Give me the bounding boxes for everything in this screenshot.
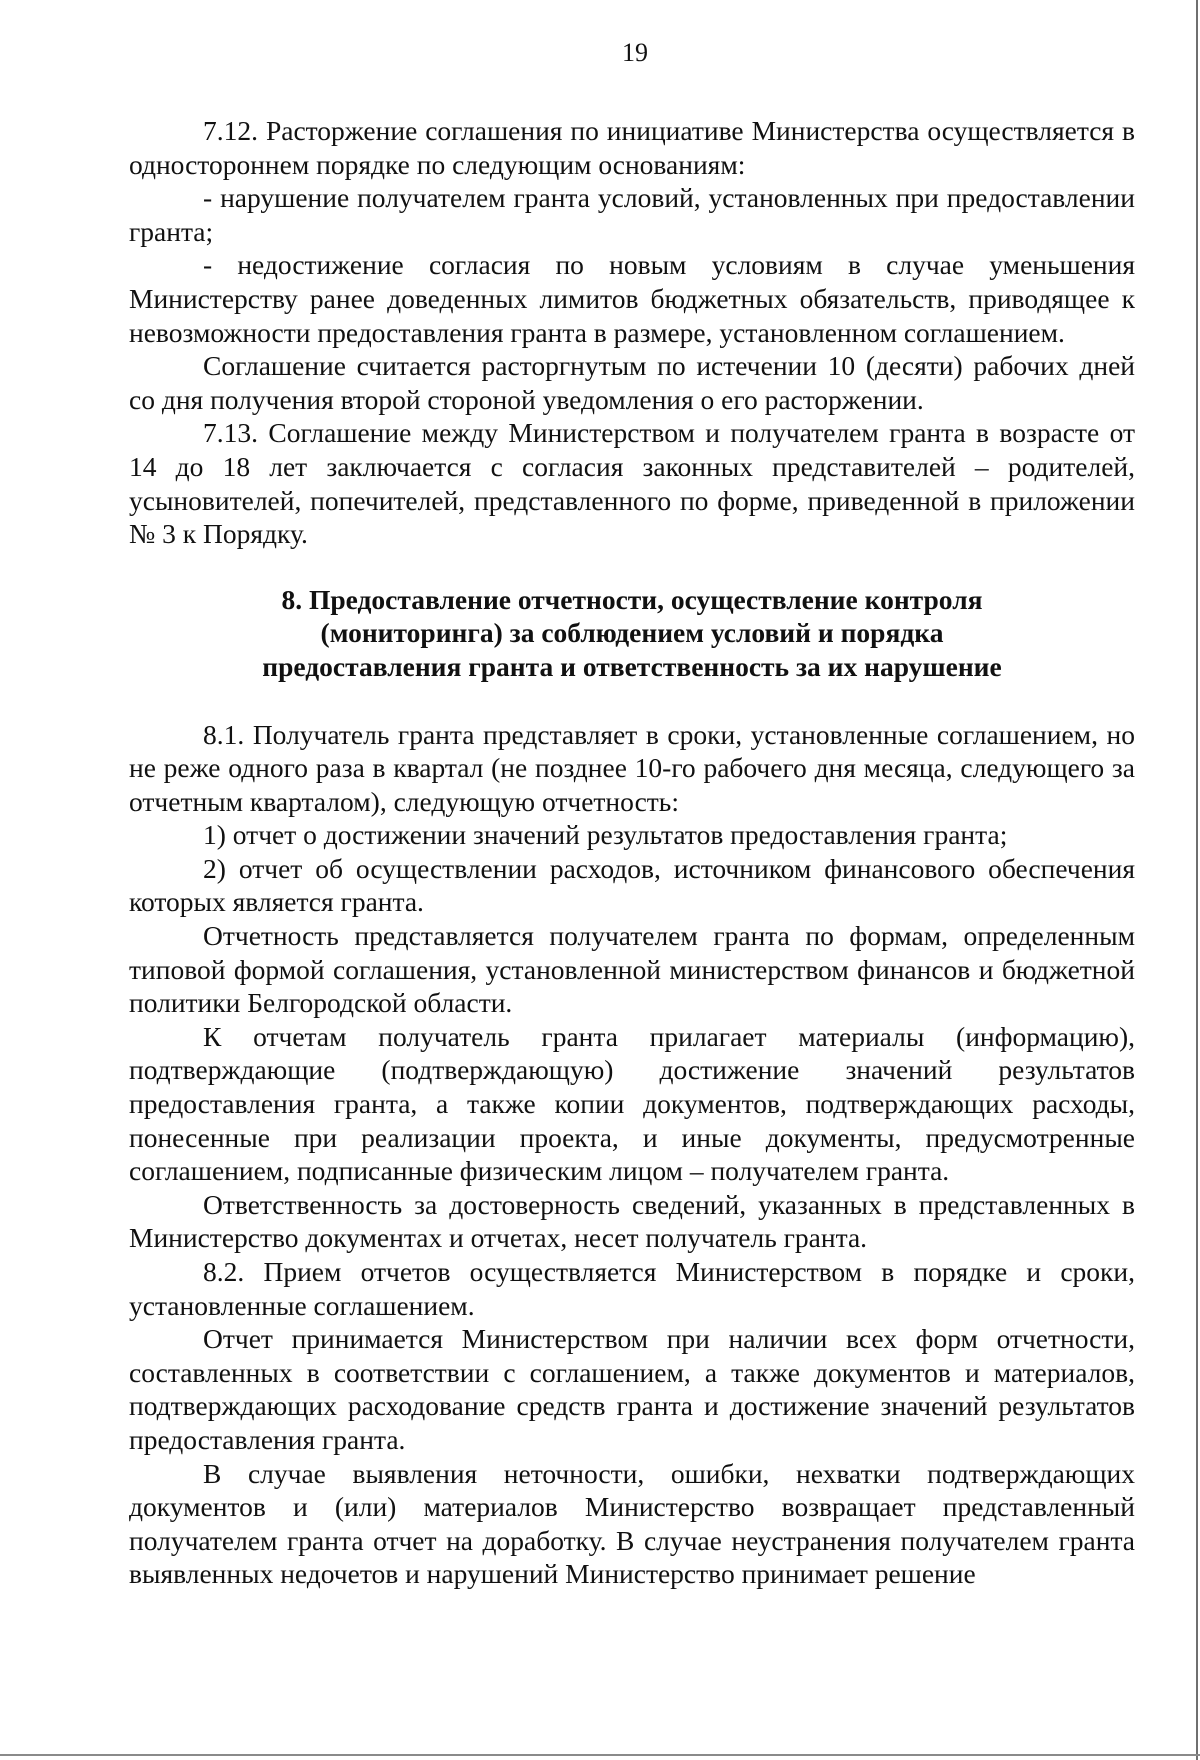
section-8-heading: 8. Предоставление отчетности, осуществление контроля (мониторинга) за соблюдением условий и порядка предоставления гранта и ответственность за их нарушение [262, 583, 1002, 682]
paragraph-responsibility: Ответственность за достоверность сведений, указанных в представленных в Министерство документах и отчетах, несет получатель гранта. [129, 1188, 1135, 1254]
paragraph-8-1: 8.1. Получатель гранта представляет в сроки, установленные соглашением, но не реже одного раза в квартал (не позднее 10-го рабочего дня месяца, следующего за отчетным кварталом), следующую отчетность: [129, 718, 1135, 817]
scan-right-edge [1196, 0, 1198, 1760]
page-number: 19 [622, 38, 648, 67]
list-item-no-agreement: - недостижение согласия по новым условиям в случае уменьшения Министерству ранее доведенных лимитов бюджетных обязательств, приводящее к невозможности предоставления гранта в размере, установленном соглашением. [129, 249, 1135, 348]
list-item-report-expenses: 2) отчет об осуществлении расходов, источником финансового обеспечения которых является гранта. [129, 852, 1135, 918]
paragraph-8-2: 8.2. Прием отчетов осуществляется Министерством в порядке и сроки, установленные соглашением. [129, 1256, 1135, 1321]
paragraph-report-acceptance: Отчет принимается Министерством при наличии всех форм отчетности, составленных в соответствии с соглашением, а также документов и материалов, подтверждающих расходование средств гранта и достижение значений результатов предоставления гранта. [129, 1323, 1135, 1455]
paragraph-report-attachments: К отчетам получатель гранта прилагает материалы (информацию), подтверждающие (подтверждающую) достижение значений результатов предоставления гранта, а также копии документов, подтверждающих расходы, понесенные при реализации проекта, и иные документы, предусмотренные соглашением, подписанные физическим лицом – получателем гранта. [129, 1020, 1135, 1187]
paragraph-termination-term: Соглашение считается расторгнутым по истечении 10 (десяти) рабочих дней со дня получения второй стороной уведомления о его расторжении. [129, 350, 1135, 415]
list-item-report-results: 1) отчет о достижении значений результатов предоставления гранта; [203, 819, 1008, 851]
paragraph-report-return: В случае выявления неточности, ошибки, нехватки подтверждающих документов и (или) материалов Министерство возвращает представленный получателем гранта отчет на доработку. В случае неустранения получателем гранта выявленных недочетов и нарушений Министерство принимает решение [129, 1457, 1135, 1590]
paragraph-report-forms: Отчетность представляется получателем гранта по формам, определенным типовой формой соглашения, установленной министерством финансов и бюджетной политики Белгородской области. [129, 920, 1135, 1019]
scan-bottom-edge [0, 1754, 1200, 1756]
list-item-violation: - нарушение получателем гранта условий, установленных при предоставлении гранта; [129, 182, 1135, 247]
document-body [129, 114, 1135, 1591]
paragraph-7-12: 7.12. Расторжение соглашения по инициативе Министерства осуществляется в одностороннем порядке по следующим основаниям: [129, 115, 1135, 180]
paragraph-7-13: 7.13. Соглашение между Министерством и получателем гранта в возрасте от 14 до 18 лет заключается с согласия законных представителей – родителей, усыновителей, попечителей, представленного по форме, приведенной в приложении № 3 к Порядку. [129, 417, 1135, 550]
